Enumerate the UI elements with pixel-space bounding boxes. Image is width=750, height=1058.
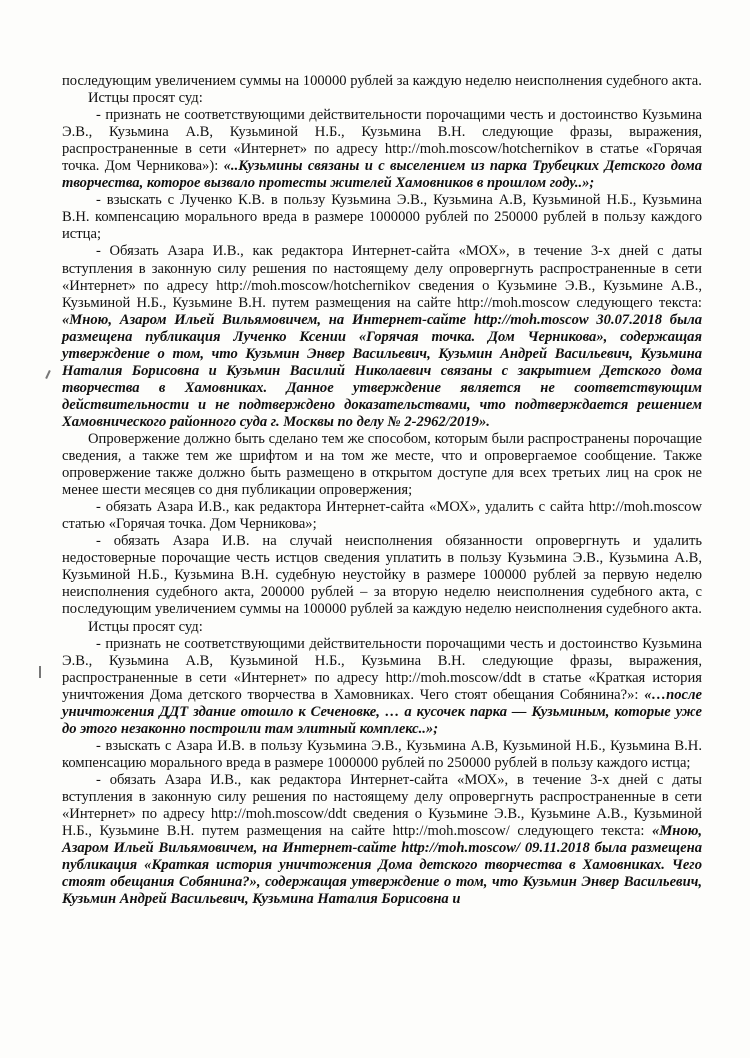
paragraph-text: - обязать Азара И.В., как редактора Интернет-сайта «МОХ», в течение 3-х дней с даты вступления в законную силу решения по настоящему делу опровергнуть распространенные в сети «Интернет» по адресу http://moh.moscow/ddt сведения о Кузьмине Э.В., Кузьмине А.В., Кузьминой Н.Б., Кузьмине В.Н. путем размещения на сайте http://moh.moscow/ следующего текста: bbox=[62, 771, 702, 840]
paragraph-text: - признать не соответствующими действительности порочащими честь и достоинство Кузьмина Э.В., Кузьмина А.В, Кузьминой Н.Б., Кузьмина В.Н. следующие фразы, выражения, распространенные в сети «Интернет» по адресу http://moh.moscow/hotchernikov в статье «Горячая точка. Дом Черникова»): bbox=[62, 107, 702, 175]
paragraph-text: - признать не соответствующими действительности порочащими честь и достоинство Кузьмина Э.В., Кузьмина А.В, Кузьминой Н.Б., Кузьмина В.Н. следующие фразы, выражения, распространенные в сети «Интернет» по адресу http://moh.moscow/ddt в статье «Краткая история уничтожения Дома детского творчества в Хамовниках. Чего стоят обещания Собянина?»: bbox=[62, 635, 702, 703]
paragraph bbox=[62, 73, 702, 90]
document-text bbox=[62, 73, 702, 908]
scan-mark bbox=[45, 370, 51, 379]
paragraph bbox=[62, 90, 702, 107]
scan-mark bbox=[39, 666, 41, 678]
paragraph bbox=[62, 192, 702, 243]
paragraph-text: последующим увеличением суммы на 100000 рублей за каждую неделю неисполнения судебного акта. bbox=[62, 73, 702, 89]
paragraph-text: Истцы просят суд: bbox=[88, 618, 203, 635]
paragraph-text: - обязать Азара И.В., как редактора Интернет-сайта «МОХ», удалить с сайта http://moh.moscow статью «Горячая точка. Дом Черникова»; bbox=[62, 499, 702, 533]
paragraph-text: - обязать Азара И.В. на случай неисполнения обязанности опровергнуть и удалить недостоверные порочащие честь истцов сведения уплатить в пользу Кузьмина Э.В., Кузьмина А.В, Кузьминой Н.Б., Кузьмина В.Н. судебную неустойку в размере 100000 рублей за первую неделю неисполнения судебного акта, 200000 рублей – за вторую неделю неисполнения судебного акта, с последующим увеличением суммы на 100000 рублей за каждую неделю неисполнения судебного акта. bbox=[62, 533, 702, 618]
paragraph-text: - Обязать Азара И.В., как редактора Интернет-сайта «МОХ», в течение 3-х дней с даты вступления в законную силу решения по настоящему делу опровергнуть распространенные в сети «Интернет» по адресу http://moh.moscow/hotchernikov сведения о Кузьмине Э.В., Кузьмине А.В., Кузьминой Н.Б., Кузьмине В.Н. путем размещения на сайте http://moh.moscow следующего текста: bbox=[62, 243, 702, 311]
paragraph bbox=[62, 107, 702, 192]
paragraph bbox=[62, 738, 702, 772]
paragraph-text: Истцы просят суд: bbox=[88, 90, 203, 107]
paragraph bbox=[62, 772, 702, 908]
bold-italic-text: «Мною, Азаром Ильей Вильямовичем, на Интернет-сайте http://moh.moscow/ 09.11.2018 была размещена публикация «Краткая история уничтожения Дома детского творчества в Хамовниках. Чего стоят обещания Собянина?», содержащая утверждение о том, что Кузьмин Энвер Васильевич, Кузьмин Андрей Васильевич, Кузьмина Наталия Борисовна и bbox=[62, 823, 702, 908]
bold-italic-text: «Мною, Азаром Ильей Вильямовичем, на Интернет-сайте http://moh.moscow 30.07.2018 была размещена публикация Лученко Ксении «Горячая точка. Дом Черникова», содержащая утверждение о том, что Кузьмин Энвер Васильевич, Кузьмин Андрей Васильевич, Кузьмина Наталия Борисовна и Кузьмин Василий Николаевич связаны с закрытием Детского дома творчества в Хамовниках. Данное утверждение является не соответствующим действительности и не подтверждено доказательствами, что подтверждается решением Хамовнического районного суда г. Москвы по делу № 2-2962/2019». bbox=[62, 311, 702, 430]
paragraph bbox=[62, 431, 702, 499]
paragraph-text: - взыскать с Лученко К.В. в пользу Кузьмина Э.В., Кузьмина А.В, Кузьминой Н.Б., Кузьмина В.Н. компенсацию морального вреда в размере 1000000 рублей по 250000 рублей в пользу каждого истца; bbox=[62, 192, 702, 243]
paragraph-text: Опровержение должно быть сделано тем же способом, которым были распространены порочащие сведения, а также тем же шрифтом и на том же месте, что и опровергаемое сообщение. Также опровержение также должно быть размещено в открытом доступе для всех третьих лиц на срок не менее шести месяцев со дня публикации опровержения; bbox=[62, 430, 702, 499]
paragraph bbox=[62, 243, 702, 431]
paragraph bbox=[62, 636, 702, 738]
bold-italic-text: «…после уничтожения ДДТ здание отошло к Сеченовке, … а кусочек парка — Кузьминым, которые уже до этого незаконно построили там элитный комплекс..»; bbox=[62, 686, 702, 737]
paragraph-text: - взыскать с Азара И.В. в пользу Кузьмина Э.В., Кузьмина А.В, Кузьминой Н.Б., Кузьмина В.Н. компенсацию морального вреда в размере 1000000 рублей по 250000 рублей в пользу каждого истца; bbox=[62, 737, 702, 771]
bold-italic-text: «..Кузьмины связаны и с выселением из парка Трубецких Детского дома творчества, которое вызвало протесты жителей Хамовников в прошлом году..»; bbox=[62, 158, 702, 192]
paragraph bbox=[62, 619, 702, 636]
paragraph bbox=[62, 499, 702, 533]
paragraph bbox=[62, 533, 702, 618]
